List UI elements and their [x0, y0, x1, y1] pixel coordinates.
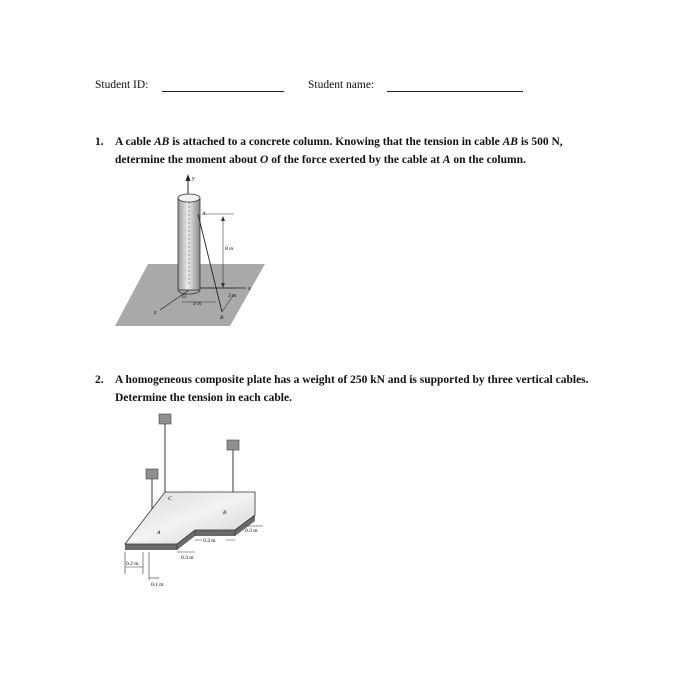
point-a-label: A	[157, 530, 161, 536]
dim-vertical-label: 8 m	[225, 246, 234, 252]
question-number: 1.	[95, 136, 104, 148]
dim-label-4: 0.2 m	[126, 561, 139, 567]
x-axis-label: x	[248, 286, 251, 292]
point-o-label: O	[182, 294, 186, 300]
question-text: A homogeneous composite plate has a weight of 250 kN and is supported by three vertical cables. Determine the tension in each cable.	[115, 374, 589, 404]
student-name-field[interactable]	[387, 91, 523, 92]
y-axis-arrow-icon	[186, 174, 191, 181]
dim-label-5: 0.1 m	[151, 582, 164, 588]
dim-label-2: 0.3 m	[245, 528, 258, 534]
dim-label-1: 0.3 m	[203, 538, 216, 544]
question-number: 2.	[95, 374, 104, 386]
student-name-label: Student name:	[308, 79, 375, 91]
point-a-label: A	[202, 211, 206, 217]
point-b-label: B	[220, 315, 224, 321]
figure-column-cable	[110, 172, 270, 332]
concrete-column	[178, 194, 200, 294]
ceiling-anchors	[146, 414, 239, 479]
dim-label-3: 0.3 m	[181, 555, 194, 561]
point-c-label: C	[168, 496, 172, 502]
point-b-label: B	[223, 510, 227, 516]
question-text: A cable AB is attached to a concrete column. Knowing that the tension in cable AB is 500 N, determine the moment about O of the force exerted by the cable at A on the column.	[115, 136, 563, 166]
dim-4m-label: 4 m	[193, 301, 202, 307]
composite-plate	[125, 492, 255, 550]
figure-composite-plate	[115, 412, 275, 592]
y-axis-label: y	[192, 176, 195, 182]
student-id-label: Student ID:	[95, 79, 149, 91]
dim-3m-label: 3 m	[228, 293, 237, 299]
student-id-field[interactable]	[162, 91, 284, 92]
z-axis-label: z	[154, 310, 157, 316]
